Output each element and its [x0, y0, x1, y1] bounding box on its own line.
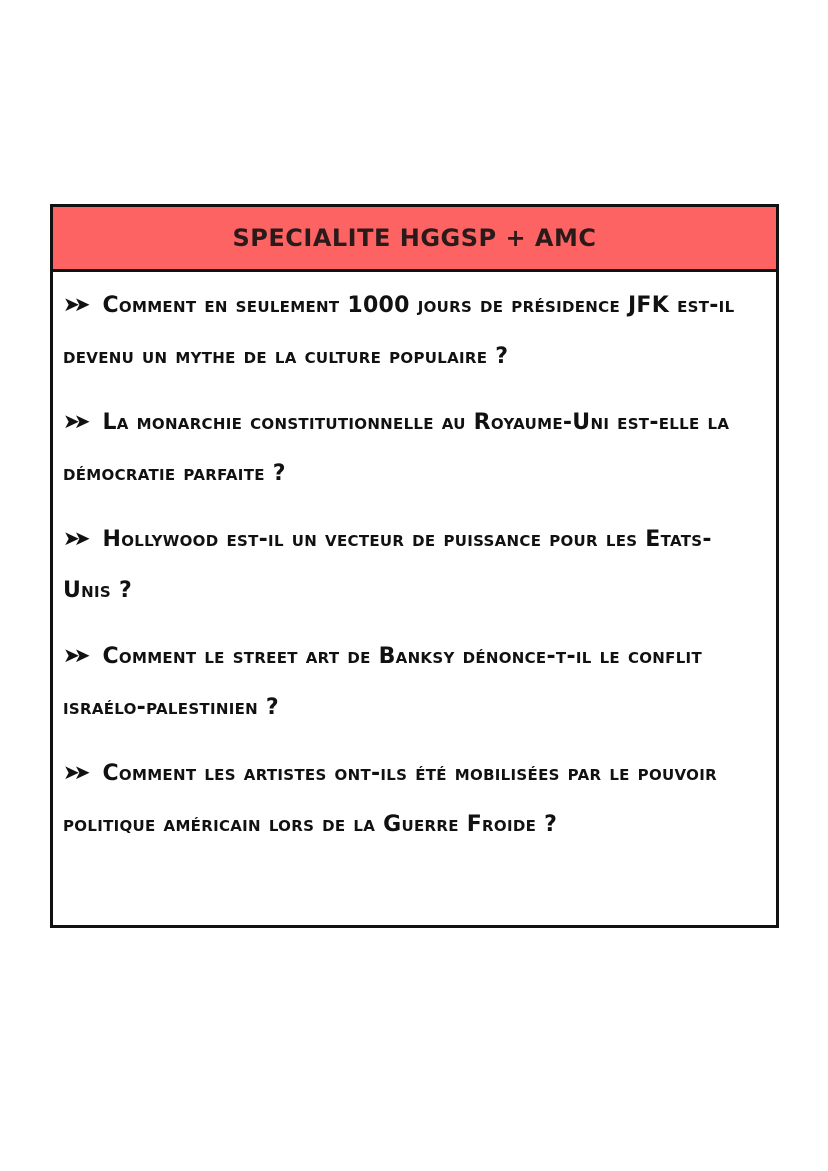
topics-card — [50, 204, 779, 928]
double-chevron-right-icon: ➤➤ — [63, 409, 85, 433]
double-chevron-right-icon: ➤➤ — [63, 643, 85, 667]
double-chevron-right-icon: ➤➤ — [63, 760, 85, 784]
question-item — [63, 514, 756, 616]
question-item — [63, 280, 756, 382]
question-text: Comment en seulement 1000 jours de présidence JFK est-il devenu un mythe de la culture populaire ? — [63, 293, 735, 369]
question-item — [63, 748, 756, 850]
card-header — [53, 207, 776, 272]
question-text: Comment les artistes ont-ils été mobilisées par le pouvoir politique américain lors de la Guerre Froide ? — [63, 761, 717, 837]
question-text: Hollywood est-il un vecteur de puissance pour les Etats-Unis ? — [63, 527, 712, 603]
question-text: La monarchie constitutionnelle au Royaume-Uni est-elle la démocratie parfaite ? — [63, 410, 730, 486]
question-item — [63, 397, 756, 499]
question-item — [63, 631, 756, 733]
double-chevron-right-icon: ➤➤ — [63, 292, 85, 316]
question-text: Comment le street art de Banksy dénonce-t-il le conflit israélo-palestinien ? — [63, 644, 702, 720]
card-title: SPECIALITE HGGSP + AMC — [232, 224, 597, 252]
question-list — [53, 272, 776, 850]
double-chevron-right-icon: ➤➤ — [63, 526, 85, 550]
